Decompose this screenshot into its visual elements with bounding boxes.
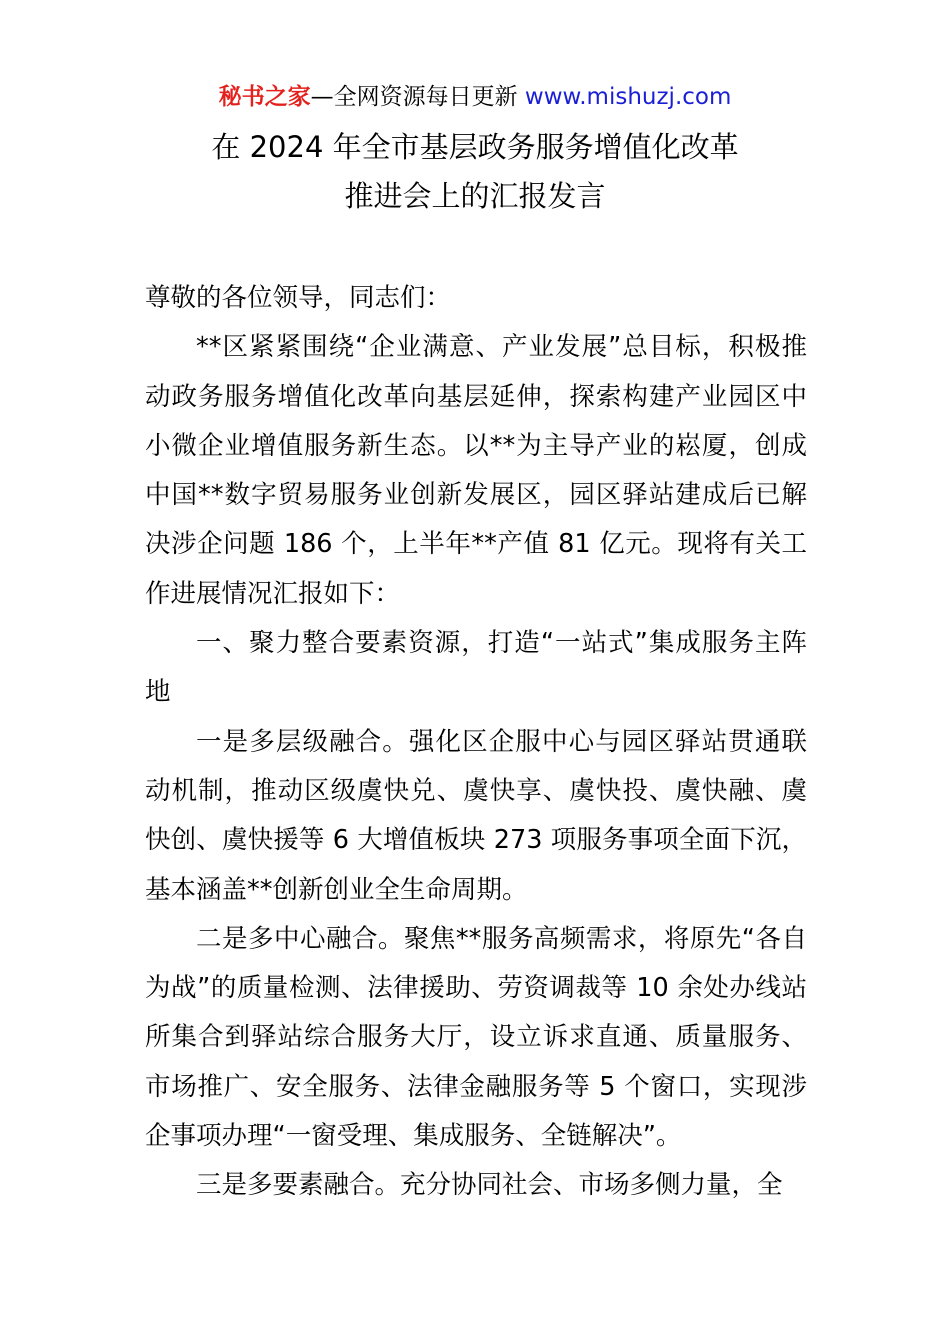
- section-heading-1: 一、聚力整合要素资源，打造“一站式”集成服务主阵地: [145, 628, 807, 708]
- salutation: 尊敬的各位领导，同志们：: [145, 283, 452, 313]
- site-header: [0, 80, 950, 114]
- paragraph-multilevel-integration: 一是多层级融合。强化区企服中心与园区驿站贯通联动机制，推动区级虞快兑、虞快享、虞快投、虞快融、虞快创、虞快援等 6 大增值板块 273 项服务事项全面下沉，基本涵盖**创新创业全生命周期。: [145, 726, 807, 905]
- paragraph-multicenter-integration: 二是多中心融合。聚焦**服务高频需求，将原先“各自为战”的质量检测、法律援助、劳资调裁等 10 余处办线站所集合到驿站综合服务大厅，设立诉求直通、质量服务、市场推广、安全服务、法律金融服务等 5 个窗口，实现涉企事项办理“一窗受理、集成服务、全链解决”。: [145, 923, 807, 1152]
- paragraph-multifactor-integration: 三是多要素融合。充分协同社会、市场多侧力量，全: [196, 1170, 783, 1201]
- header-tagline: —全网资源每日更新: [310, 84, 518, 110]
- document-body: [145, 274, 807, 1211]
- document-title-line-1: 在 2024 年全市基层政务服务增值化改革: [211, 130, 739, 164]
- site-url-link[interactable]: www.mishuzj.com: [524, 84, 732, 110]
- document-title-line-2: 推进会上的汇报发言: [344, 179, 606, 213]
- intro-paragraph: **区紧紧围绕“企业满意、产业发展”总目标，积极推动政务服务增值化改革向基层延伸，探索构建产业园区中小微企业增值服务新生态。以**为主导产业的崧厦，创成中国**数字贸易服务业创新发展区，园区驿站建成后已解决涉企问题 186 个，上半年**产值 81 亿元。现将有关工作进展情况汇报如下：: [145, 332, 807, 609]
- brand-name: 秘书之家: [218, 84, 311, 110]
